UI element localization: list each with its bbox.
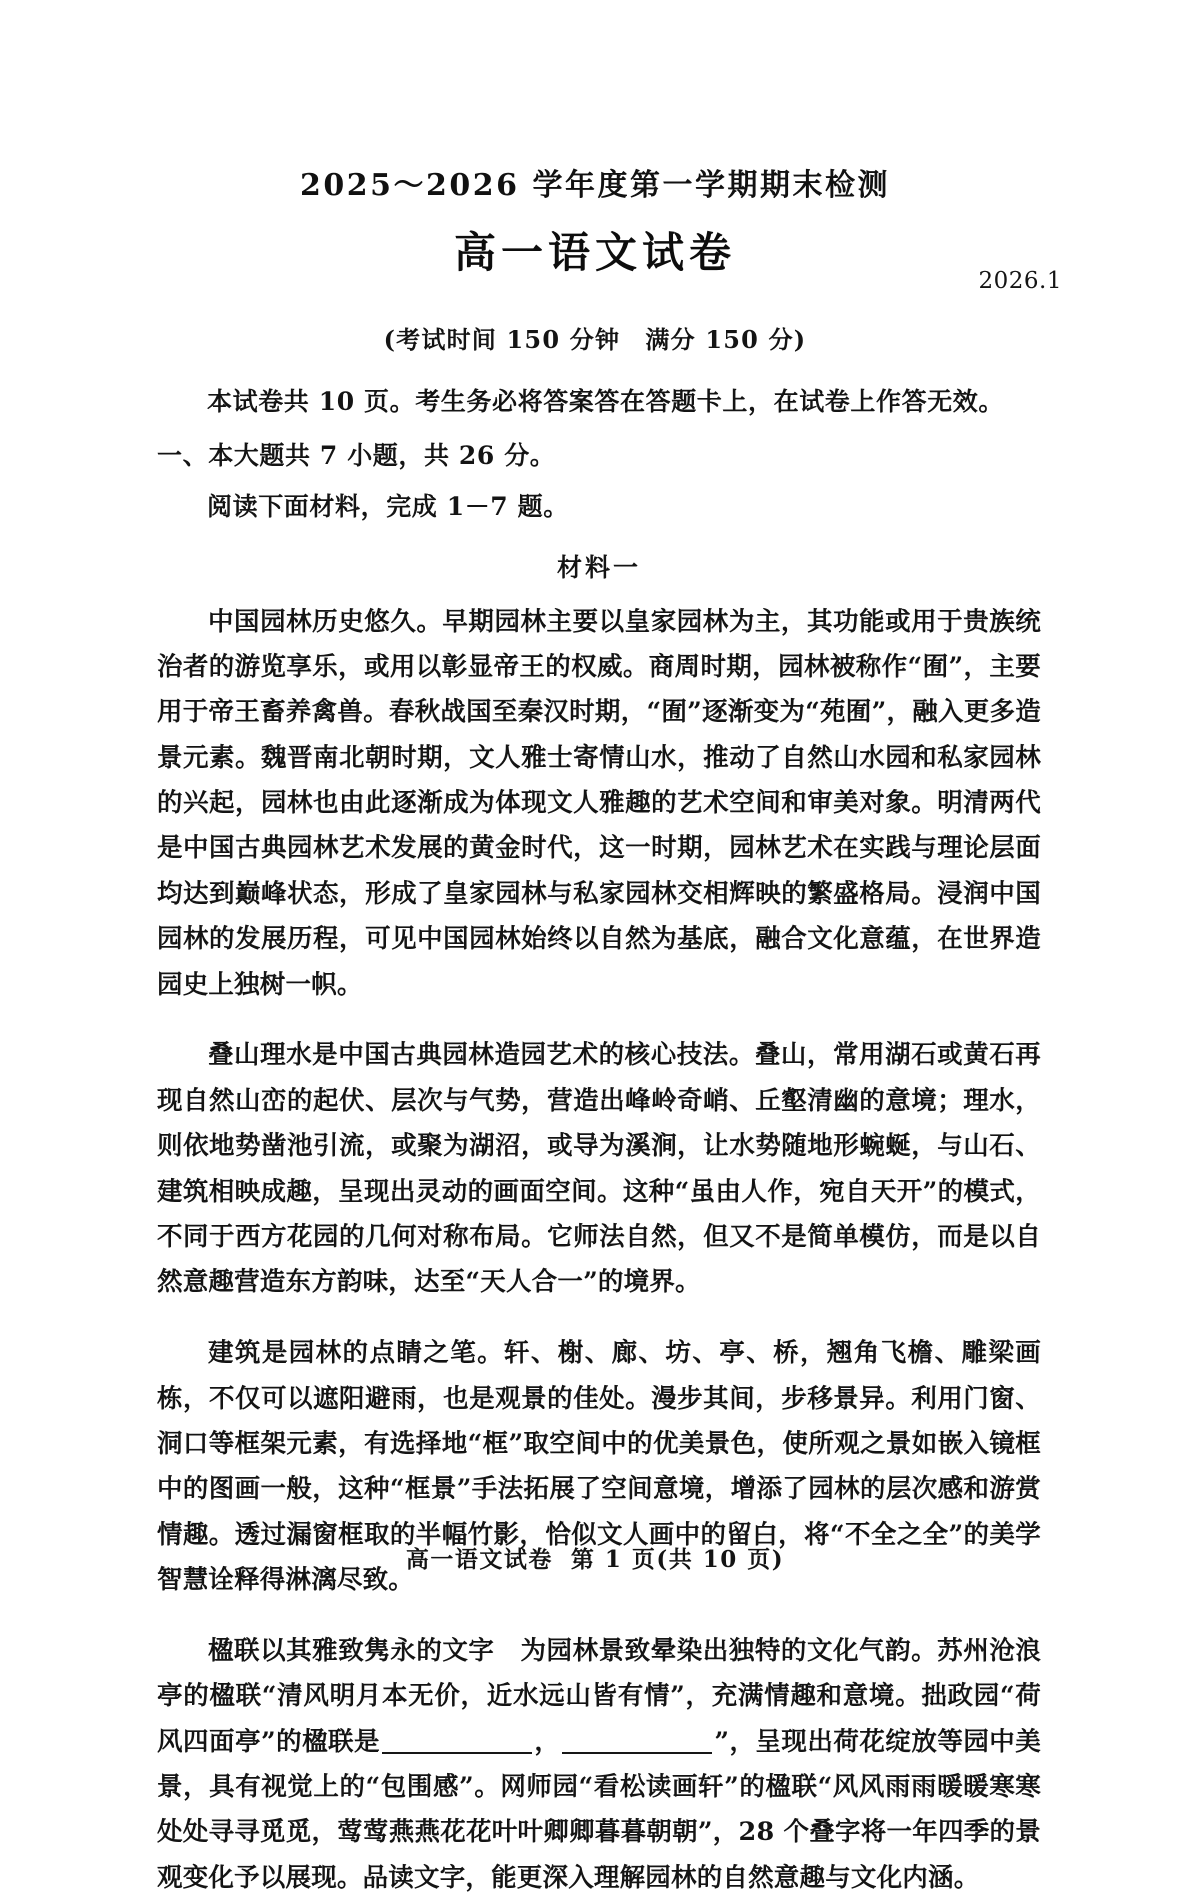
exam-date: 2026.1 [978,268,1062,294]
title-row [0,228,1190,294]
material-paragraph: 中国园林历史悠久。早期园林主要以皇家园林为主，其功能或用于贵族统治者的游览享乐，或用以彰显帝王的权威。商周时期，园林被称作“囿”，主要用于帝王畜养禽兽。春秋战国至秦汉时期，“囿”逐渐变为“苑囿”，融入更多造景元素。魏晋南北朝时期，文人雅士寄情山水，推动了自然山水园和私家园林的兴起，园林也由此逐渐成为体现文人雅趣的艺术空间和审美对象。明清两代是中国古典园林艺术发展的黄金时代，这一时期，园林艺术在实践与理论层面均达到巅峰状态，形成了皇家园林与私家园林交相辉映的繁盛格局。浸润中国园林的发展历程，可见中国园林始终以自然为基底，融合文化意蕴，在世界造园史上独树一帜。 [157,606,1041,1000]
couplet-paragraph [157,1629,1041,1901]
couplet-text-segment-two: ”，呈现出荷花绽放等园中美景，具有视觉上的“包围感”。网师园“看松读画轩”的楹联“风风雨雨暖暖寒寒处处寻寻觅觅，莺莺燕燕花花叶叶卿卿暮暮朝朝”，28 个叠字将一年四季的景观变化予以展现。品读文字，能更深入理解园林的自然意趣与文化内涵。 [157,1726,1041,1893]
footer-page-number: 第 1 页(共 10 页) [570,1546,785,1573]
footer-paper-name: 高一语文试卷 [405,1546,553,1573]
page-header [0,0,1190,355]
answer-sheet-notice: 本试卷共 10 页。考生务必将答案答在答题卡上，在试卷上作答无效。 [207,387,1004,416]
blank-separator: ， [534,1726,561,1757]
material-one-label: 材料一 [556,552,641,582]
exam-term-line: 2025～2026 学年度第一学期期末检测 [300,168,890,203]
paper-body [149,383,1041,1901]
page-title: 高一语文试卷 [453,228,736,277]
material-paragraph: 叠山理水是中国古典园林造园艺术的核心技法。叠山，常用湖石或黄石再现自然山峦的起伏、层次与气势，营造出峰岭奇峭、丘壑清幽的意境；理水，则依地势凿池引流，或聚为湖沼，或导为溪涧，让水势随地形蜿蜒，与山石、建筑相映成趣，呈现出灵动的画面空间。这种“虽由人作，宛自天开”的模式，不同于西方花园的几何对称布局。它师法自然，但又不是简单模仿，而是以自然意趣营造东方韵味，达至“天人合一”的境界。 [157,1040,1041,1298]
section-one-heading: 一、本大题共 7 小题，共 26 分。 [157,440,556,470]
exam-duration-and-score: (考试时间 150 分钟 满分 150 分) [383,325,807,354]
fill-in-blank-first[interactable] [382,1752,532,1754]
fill-in-blank-second[interactable] [562,1752,712,1754]
material-paragraph: 建筑是园林的点睛之笔。轩、榭、廊、坊、亭、桥，翘角飞檐、雕梁画栋，不仅可以遮阳避雨，也是观景的佳处。漫步其间，步移景异。利用门窗、洞口等框架元素，有选择地“框”取空间中的优美景色，使所观之景如嵌入镜框中的图画一般，这种“框景”手法拓展了空间意境，增添了园林的层次感和游赏情趣。透过漏窗框取的半幅竹影，恰似文人画中的留白，将“不全之全”的美学智慧诠释得淋漓尽致。 [157,1338,1041,1595]
reading-instruction: 阅读下面材料，完成 1－7 题。 [207,492,569,521]
page-footer [0,1541,1190,1574]
couplet-text-segment-one: 楹联以其雅致隽永的文字 为园林景致晕染出独特的文化气韵。苏州沧浪亭的楹联“清风明月本无价，近水远山皆有情”，充满情趣和意境。拙政园“荷风四面亭”的楹联是 [157,1635,1041,1757]
